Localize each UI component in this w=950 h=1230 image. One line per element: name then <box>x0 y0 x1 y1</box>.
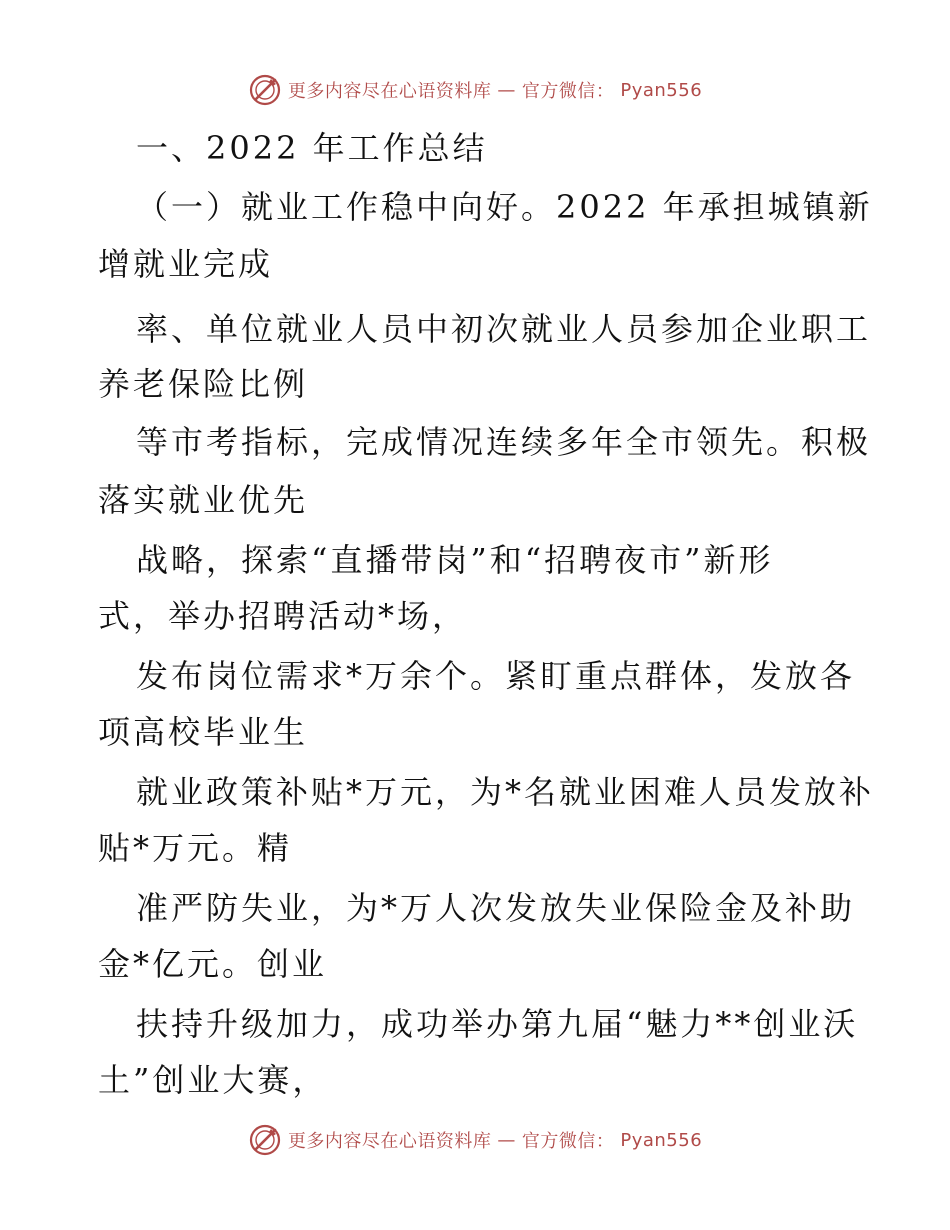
paragraph-line: 增就业完成 <box>98 245 274 283</box>
watermark-official-label: 官方微信： <box>521 81 615 102</box>
paragraph-line: 贴*万元。精 <box>98 829 293 867</box>
header-watermark <box>0 68 950 112</box>
watermark-wechat-id: Pyan556 <box>620 79 703 101</box>
footer-watermark <box>0 1118 950 1162</box>
paragraph-line: 战略，探索“直播带岗”和“招聘夜市”新形 <box>136 541 774 579</box>
watermark-official-label: 官方微信： <box>521 1131 615 1152</box>
paragraph-line: 扶持升级加力，成功举办第九届“魅力**创业沃 <box>136 1005 859 1043</box>
stamp-logo-icon <box>248 73 282 107</box>
stamp-logo-icon <box>248 1123 282 1157</box>
watermark-site-name: 更多内容尽在心语资料库 <box>287 81 492 102</box>
paragraph-line: 金*亿元。创业 <box>98 945 328 983</box>
watermark-dash: — <box>497 79 516 101</box>
paragraph-line: 就业政策补贴*万元，为*名就业困难人员发放补 <box>136 773 875 811</box>
paragraph-line: 项高校毕业生 <box>98 713 309 751</box>
watermark-wechat-id: Pyan556 <box>620 1129 703 1151</box>
paragraph-line: 式，举办招聘活动*场， <box>98 597 468 635</box>
watermark-dash: — <box>497 1129 516 1151</box>
section-heading: 一、2022 年工作总结 <box>136 129 488 167</box>
paragraph-line: 等市考指标，完成情况连续多年全市领先。积极 <box>136 423 872 461</box>
watermark-site-name: 更多内容尽在心语资料库 <box>287 1131 492 1152</box>
paragraph-line: 准严防失业，为*万人次发放失业保险金及补助 <box>136 889 856 927</box>
paragraph-line: 率、单位就业人员中初次就业人员参加企业职工 <box>136 310 872 348</box>
paragraph-line: 土”创业大赛， <box>98 1061 328 1099</box>
paragraph-line: 落实就业优先 <box>98 481 309 519</box>
paragraph-line: 发布岗位需求*万余个。紧盯重点群体，发放各 <box>136 657 856 695</box>
paragraph-line: 养老保险比例 <box>98 365 309 403</box>
paragraph-line: （一）就业工作稳中向好。2022 年承担城镇新 <box>136 188 873 226</box>
